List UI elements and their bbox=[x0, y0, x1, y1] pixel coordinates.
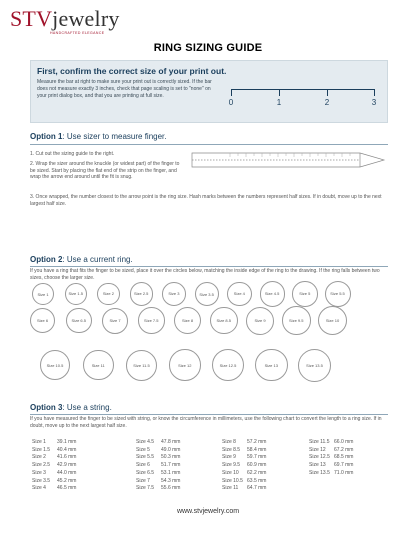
size-chart-row bbox=[309, 447, 364, 455]
size-chart-column bbox=[136, 439, 191, 493]
ruler-tick bbox=[279, 89, 280, 96]
size-chart-row bbox=[222, 439, 277, 447]
size-chart-row bbox=[136, 462, 191, 470]
ring-size-circle: Size 1 bbox=[32, 283, 54, 305]
circumference-value: 50.3 mm bbox=[161, 454, 181, 461]
ring-size-label: Size 12.5 bbox=[309, 454, 330, 461]
divider bbox=[30, 144, 388, 145]
option-1-step: 3. Once wrapped, the number closest to the arrow point is the ring size. Hash marks between the numbers represent half sizes. If in doubt, move up to the next largest half size. bbox=[30, 194, 382, 207]
size-chart-column bbox=[309, 439, 364, 478]
size-chart-row bbox=[136, 485, 191, 493]
ring-size-label: Size 6.5 bbox=[136, 469, 155, 476]
ring-size-circle: Size 7 bbox=[102, 308, 128, 334]
circumference-value: 53.1 mm bbox=[161, 469, 181, 476]
ring-size-label: Size 2 bbox=[32, 454, 46, 461]
ring-size-label: Size 7 bbox=[136, 477, 150, 484]
size-chart-row bbox=[32, 485, 87, 493]
circumference-value: 46.5 mm bbox=[57, 485, 77, 492]
option-2-label: Option 2 bbox=[30, 255, 63, 264]
circumference-value: 39.1 mm bbox=[57, 439, 77, 445]
circumference-value: 44.0 mm bbox=[57, 469, 77, 476]
circumference-value: 69.7 mm bbox=[334, 462, 354, 469]
ring-size-circle: Size 6.5 bbox=[66, 308, 92, 334]
ring-size-label: Size 9.5 bbox=[222, 462, 241, 469]
ring-size-label: Size 7.5 bbox=[136, 485, 155, 492]
ring-size-circle: Size 13 bbox=[255, 349, 288, 382]
circumference-value: 41.6 mm bbox=[57, 454, 77, 461]
size-chart-row bbox=[309, 454, 364, 462]
logo-prefix: STV bbox=[10, 6, 53, 31]
option-3-text: : Use a string. bbox=[62, 403, 112, 412]
ring-size-label: Size 3.5 bbox=[32, 477, 51, 484]
option-3-heading bbox=[30, 403, 112, 412]
ruler-label: 3 bbox=[371, 98, 377, 107]
size-chart-row bbox=[136, 478, 191, 486]
ring-size-label: Size 6 bbox=[136, 462, 150, 469]
ring-size-label: Size 9 bbox=[222, 454, 236, 461]
size-chart-row bbox=[222, 447, 277, 455]
option-2-instructions: If you have a ring that fits the finger to be sized, place it over the circles below, matching the inside edge of the ring to the drawing. If the ring falls between two sizes, choose the larger size. bbox=[30, 268, 380, 281]
print-check-title: First, confirm the correct size of your print out. bbox=[37, 66, 227, 76]
ring-size-circle: Size 1.5 bbox=[65, 283, 87, 305]
circumference-value: 42.9 mm bbox=[57, 462, 77, 469]
print-check-box bbox=[30, 60, 388, 123]
ring-size-circle: Size 2 bbox=[97, 283, 120, 306]
option-1-heading bbox=[30, 132, 167, 141]
ring-size-label: Size 4 bbox=[32, 485, 46, 492]
ruler-tick bbox=[231, 89, 232, 96]
page-title: RING SIZING GUIDE bbox=[153, 42, 263, 54]
ruler-label: 2 bbox=[324, 98, 330, 107]
size-chart-row bbox=[136, 439, 191, 447]
circumference-value: 47.8 mm bbox=[161, 439, 181, 445]
size-chart-row bbox=[32, 447, 87, 455]
ring-size-label: Size 11 bbox=[222, 485, 239, 492]
size-chart-row bbox=[136, 454, 191, 462]
ring-size-label: Size 4.5 bbox=[136, 439, 155, 445]
circumference-value: 62.2 mm bbox=[247, 469, 267, 476]
circumference-value: 57.2 mm bbox=[247, 439, 267, 445]
ring-size-circle: Size 5.5 bbox=[325, 281, 351, 307]
ring-sizer-strip bbox=[190, 146, 390, 174]
size-chart-column bbox=[32, 439, 87, 493]
logo-wordmark bbox=[10, 6, 120, 32]
ring-size-label: Size 10.5 bbox=[222, 477, 243, 484]
circumference-value: 63.5 mm bbox=[247, 477, 267, 484]
size-chart-row bbox=[32, 478, 87, 486]
ring-size-circle: Size 6 bbox=[30, 308, 55, 333]
option-1-step: 1. Cut out the sizing guide to the right. bbox=[30, 151, 115, 157]
size-chart-row bbox=[136, 447, 191, 455]
option-1-label: Option 1 bbox=[30, 132, 63, 141]
ring-size-label: Size 3 bbox=[32, 469, 46, 476]
option-3-instructions: If you have measured the finger to be sized with string, or know the circumference in millimeters, use the following chart to convert the length to a ring size. If in doubt, move up to the next largest half size. bbox=[30, 416, 382, 429]
ring-size-label: Size 5 bbox=[136, 446, 150, 453]
circumference-value: 45.2 mm bbox=[57, 477, 77, 484]
size-chart-row bbox=[222, 485, 277, 493]
circumference-value: 64.7 mm bbox=[247, 485, 267, 492]
ring-size-circle: Size 11 bbox=[83, 350, 114, 381]
ring-size-circle: Size 8.5 bbox=[210, 307, 238, 335]
ring-size-circle: Size 3 bbox=[162, 282, 186, 306]
circumference-value: 49.0 mm bbox=[161, 446, 181, 453]
ring-size-label: Size 11.5 bbox=[309, 439, 330, 445]
size-chart-row bbox=[222, 470, 277, 478]
size-chart-row bbox=[309, 462, 364, 470]
ring-size-circle: Size 9.5 bbox=[282, 306, 311, 335]
size-chart-row bbox=[222, 462, 277, 470]
ring-size-circle: Size 11.5 bbox=[126, 350, 157, 381]
ring-size-label: Size 8.5 bbox=[222, 446, 241, 453]
ring-size-label: Size 12 bbox=[309, 446, 326, 453]
ring-size-label: Size 5.5 bbox=[136, 454, 155, 461]
ring-size-circle: Size 10.5 bbox=[40, 350, 70, 380]
ruler-bar bbox=[231, 89, 375, 90]
ring-size-label: Size 13.5 bbox=[309, 469, 330, 476]
ring-size-circle: Size 4 bbox=[227, 282, 252, 307]
circumference-value: 68.5 mm bbox=[334, 454, 354, 461]
size-chart-row bbox=[222, 478, 277, 486]
circumference-value: 59.7 mm bbox=[247, 454, 267, 461]
option-2-heading bbox=[30, 255, 133, 264]
circumference-value: 60.9 mm bbox=[247, 462, 267, 469]
calibration-ruler bbox=[227, 83, 379, 111]
size-chart-column bbox=[222, 439, 277, 493]
ring-size-circle: Size 2.5 bbox=[130, 282, 153, 305]
size-chart-row bbox=[309, 439, 364, 447]
circumference-value: 58.4 mm bbox=[247, 446, 267, 453]
size-chart-row bbox=[32, 454, 87, 462]
ruler-tick bbox=[327, 89, 328, 96]
logo-word: jewelry bbox=[52, 6, 120, 31]
ruler-tick bbox=[374, 89, 375, 96]
option-3-label: Option 3 bbox=[30, 403, 63, 412]
circumference-value: 51.7 mm bbox=[161, 462, 181, 469]
divider bbox=[30, 266, 388, 267]
circumference-value: 66.0 mm bbox=[334, 439, 354, 445]
logo-tagline: HANDCRAFTED ELEGANCE bbox=[50, 31, 105, 35]
size-chart-row bbox=[222, 454, 277, 462]
size-chart-row bbox=[32, 470, 87, 478]
ring-size-label: Size 10 bbox=[222, 469, 239, 476]
size-chart-row bbox=[32, 462, 87, 470]
ring-size-label: Size 2.5 bbox=[32, 462, 51, 469]
divider bbox=[30, 414, 388, 415]
circumference-value: 40.4 mm bbox=[57, 446, 77, 453]
sizer-hash-marks bbox=[230, 153, 350, 157]
ring-size-label: Size 1 bbox=[32, 439, 46, 445]
ring-size-circle: Size 12.5 bbox=[212, 349, 244, 381]
ruler-label: 1 bbox=[276, 98, 282, 107]
size-chart-row bbox=[309, 470, 364, 478]
circumference-value: 67.2 mm bbox=[334, 446, 354, 453]
option-1-text: : Use sizer to measure finger. bbox=[62, 132, 167, 141]
ring-size-circle: Size 9 bbox=[246, 307, 274, 335]
sizer-outline bbox=[192, 153, 384, 167]
ring-size-label: Size 8 bbox=[222, 439, 236, 445]
ring-size-circle: Size 13.5 bbox=[298, 349, 331, 382]
ruler-label: 0 bbox=[228, 98, 234, 107]
circumference-value: 54.3 mm bbox=[161, 477, 181, 484]
option-1-step: 2. Wrap the sizer around the knuckle (or widest part) of the finger to be sized. Start by placing the flat end of the strip on the finger, and wrap the arrow end around until the fit is snug. bbox=[30, 161, 180, 180]
size-chart-row bbox=[136, 470, 191, 478]
ring-size-circle: Size 7.5 bbox=[138, 307, 165, 334]
ring-size-circle: Size 5 bbox=[292, 281, 318, 307]
circumference-value: 71.0 mm bbox=[334, 469, 354, 476]
ring-size-circle: Size 4.5 bbox=[260, 281, 285, 306]
size-chart-row bbox=[32, 439, 87, 447]
ring-size-circle: Size 10 bbox=[318, 306, 347, 335]
ring-size-circle: Size 3.5 bbox=[195, 282, 219, 306]
ring-size-circle: Size 12 bbox=[169, 349, 201, 381]
print-check-text: Measure the bar at right to make sure your print out is correctly sized. If the bar does not measure exactly 3 inches, check that page scaling is set to "none" on your print dialog box, and that you are printing at full size. bbox=[37, 79, 212, 99]
circumference-value: 55.6 mm bbox=[161, 485, 181, 492]
ring-size-label: Size 1.5 bbox=[32, 446, 51, 453]
option-2-text: : Use a current ring. bbox=[62, 255, 133, 264]
ring-size-circle: Size 8 bbox=[174, 307, 201, 334]
ring-size-label: Size 13 bbox=[309, 462, 326, 469]
footer-url: www.stvjewelry.com bbox=[176, 508, 240, 515]
